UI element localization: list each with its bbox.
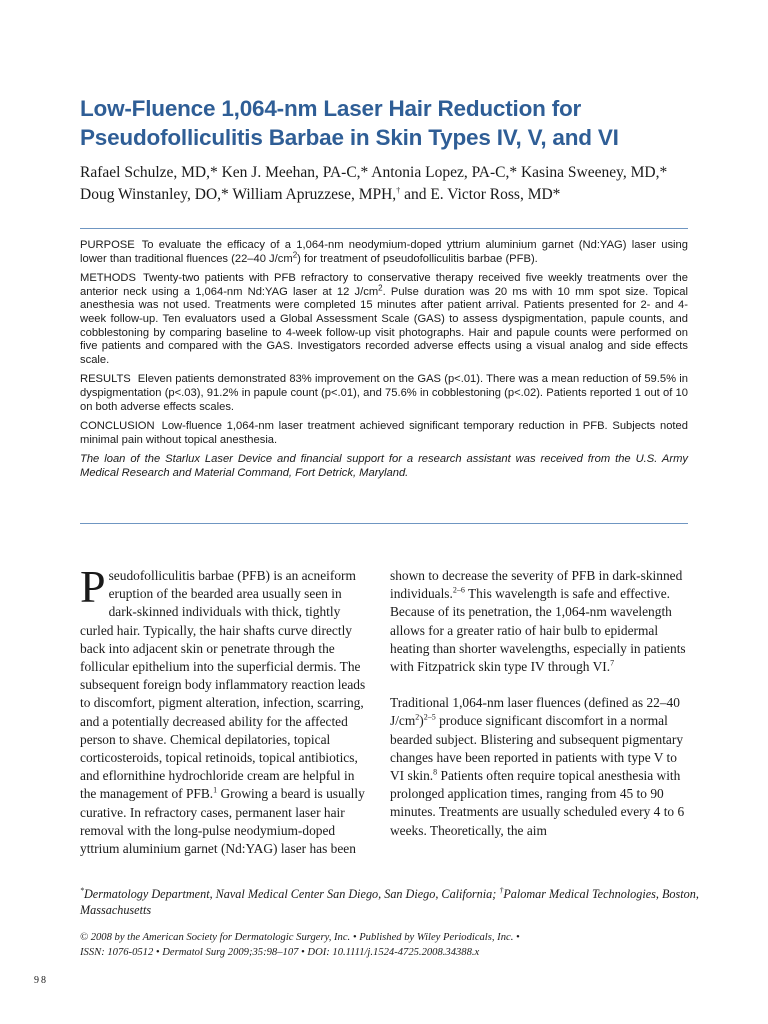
superscript: 2	[378, 283, 383, 293]
methods-text: Twenty-two patients with PFB refractory to conservative therapy received five weekly treatments over the anterior neck using a 1,064-nm Nd:YAG laser at 12 J/cm	[80, 272, 688, 298]
drop-cap: P	[80, 561, 106, 612]
abstract-results	[80, 373, 688, 414]
title-line-2: Pseudofolliculitis Barbae in Skin Types IV, V, and VI	[80, 125, 619, 150]
abstract-methods	[80, 272, 688, 367]
body-column-left	[80, 561, 372, 858]
funding-note: The loan of the Starlux Laser Device and financial support for a research assistant was received from the U.S. Army Medical Research and Material Command, Fort Detrick, Maryland.	[80, 453, 688, 479]
paragraph-text: )	[419, 713, 424, 729]
paragraph-text: Patients often require topical anesthesia with prolonged application times, ranging from 45 to 90 minutes. Treatments are usually scheduled every 4 to 6 weeks. Theoretically, the aim	[390, 768, 685, 838]
paragraph-text: Traditional 1,064-nm laser fluences (defined as 22–40 J/cm	[390, 695, 680, 729]
title-line-1: Low-Fluence 1,064-nm Laser Hair Reduction for	[80, 96, 582, 121]
authors-line-1: Rafael Schulze, MD,* Ken J. Meehan, PA-C,* Antonia Lopez, PA-C,* Kasina Sweeney, MD,*	[80, 164, 668, 181]
purpose-text-end: ) for treatment of pseudofolliculitis barbae (PFB).	[297, 252, 538, 265]
affiliation-footnote	[80, 886, 700, 918]
purpose-label: PURPOSE	[80, 239, 135, 251]
abstract-top-rule	[80, 228, 688, 229]
copyright-notice	[80, 931, 700, 960]
body-paragraph-1	[390, 567, 690, 676]
footnote-mark: *	[80, 885, 84, 895]
conclusion-label: CONCLUSION	[80, 420, 155, 433]
body-column-right	[390, 567, 690, 840]
conclusion-text: Low-fluence 1,064-nm laser treatment achieved significant temporary reduction in PFB. Subjects noted minimal pain without topical anesthesia.	[80, 420, 688, 446]
results-text: Eleven patients demonstrated 83% improvement on the GAS (p<.01). There was a mean reduction of 59.5% in dyspigmentation (p<.03), 91.2% in papule count (p<.01), and 75.6% in cobblestoning (p<.02). Patients reported 1 out of 10 on both adverse effects scales.	[80, 373, 688, 413]
abstract-purpose	[80, 239, 688, 266]
methods-label: METHODS	[80, 272, 136, 285]
citation: 2–5	[423, 712, 436, 722]
paragraph-gap	[390, 676, 690, 694]
paragraph-text: This wavelength is safe and effective. Because of its penetration, the 1,064-nm wavelength allows for a greater ratio of hair bulb to epidermal heating than shorter wavelengths, especially in patients with Fitzpatrick skin type IV through VI.	[390, 586, 686, 675]
authors-line-2: Doug Winstanley, DO,* William Apruzzese, MPH,	[80, 186, 397, 203]
dagger-mark: †	[396, 185, 401, 195]
article-title	[80, 94, 700, 152]
affiliation-text: Dermatology Department, Naval Medical Center San Diego, San Diego, California;	[84, 887, 500, 901]
paragraph-text: shown to decrease the severity of PFB in dark-skinned individuals.	[390, 568, 683, 602]
affiliation-text: Palomar Medical Technologies, Boston, Massachusetts	[80, 887, 699, 917]
abstract-bottom-rule	[80, 523, 688, 524]
citation: 2–6	[452, 585, 465, 595]
page-number: 98	[34, 975, 48, 986]
body-paragraph-2	[390, 694, 690, 840]
author-list	[80, 162, 700, 206]
citation: 7	[610, 658, 615, 668]
superscript: 2	[415, 712, 420, 722]
methods-text-end: . Pulse duration was 20 ms with 10 mm spot size. Topical anesthesia was not used. Treatments were completed 15 minutes after patient arrival. Patients presented for 2- and 4-week follow-up. Ten evaluators used a Global Assessment Scale (GAS) to assess dyspigmentation, papule counts, and cobblestoning by comparing baseline to 4-week follow-up visit photographs. Hair and papule counts were performed on five patients and compared with the GAS. Investigators recorded adverse effects using a visual analog and side effects scale.	[80, 285, 688, 366]
intro-text: seudofolliculitis barbae (PFB) is an acneiform eruption of the bearded area usually seen in dark-skinned individuals with thick, tightly curled hair. Typically, the hair shafts curve directly back into adjacent skin or penetrate through the follicular epithelium into the superficial dermis. The subsequent foreign body inflammatory reaction leads to discomfort, pigment alteration, infection, scarring, and a potentially decreased ability for the affected person to shave. Chemical depilatories, topical corticosteroids, topical retinoids, topical antibiotics, and eflornithine hydrochloride cream are helpful in the management of PFB.	[80, 568, 366, 802]
abstract-conclusion	[80, 420, 688, 447]
copyright-line-1: © 2008 by the American Society for Dermatologic Surgery, Inc. • Published by Wiley Periodicals, Inc. •	[80, 932, 520, 943]
citation: 1	[213, 785, 218, 795]
superscript: 2	[292, 249, 298, 259]
authors-line-2-end: and E. Victor Ross, MD*	[400, 186, 561, 203]
copyright-line-2: ISSN: 1076-0512 • Dermatol Surg 2009;35:98–107 • DOI: 10.1111/j.1524-4725.2008.34388.x	[80, 946, 480, 958]
paragraph-text: produce significant discomfort in a normal bearded subject. Blistering and subsequent pigmentary changes have been reported in patients with type V to VI skin.	[390, 713, 684, 784]
intro-paragraph	[80, 561, 372, 858]
footnote-mark: †	[499, 885, 504, 895]
purpose-text: To evaluate the efficacy of a 1,064-nm neodymium-doped yttrium aluminium garnet (Nd:YAG) laser using lower than traditional fluences (22–40 J/cm	[80, 239, 688, 265]
abstract	[80, 239, 688, 487]
results-label: RESULTS	[80, 373, 131, 386]
citation: 8	[433, 767, 438, 777]
intro-text-end: Growing a beard is usually curative. In refractory cases, permanent laser hair removal with the long-pulse neodymium-doped yttrium aluminium garnet (Nd:YAG) laser has been	[80, 786, 365, 857]
